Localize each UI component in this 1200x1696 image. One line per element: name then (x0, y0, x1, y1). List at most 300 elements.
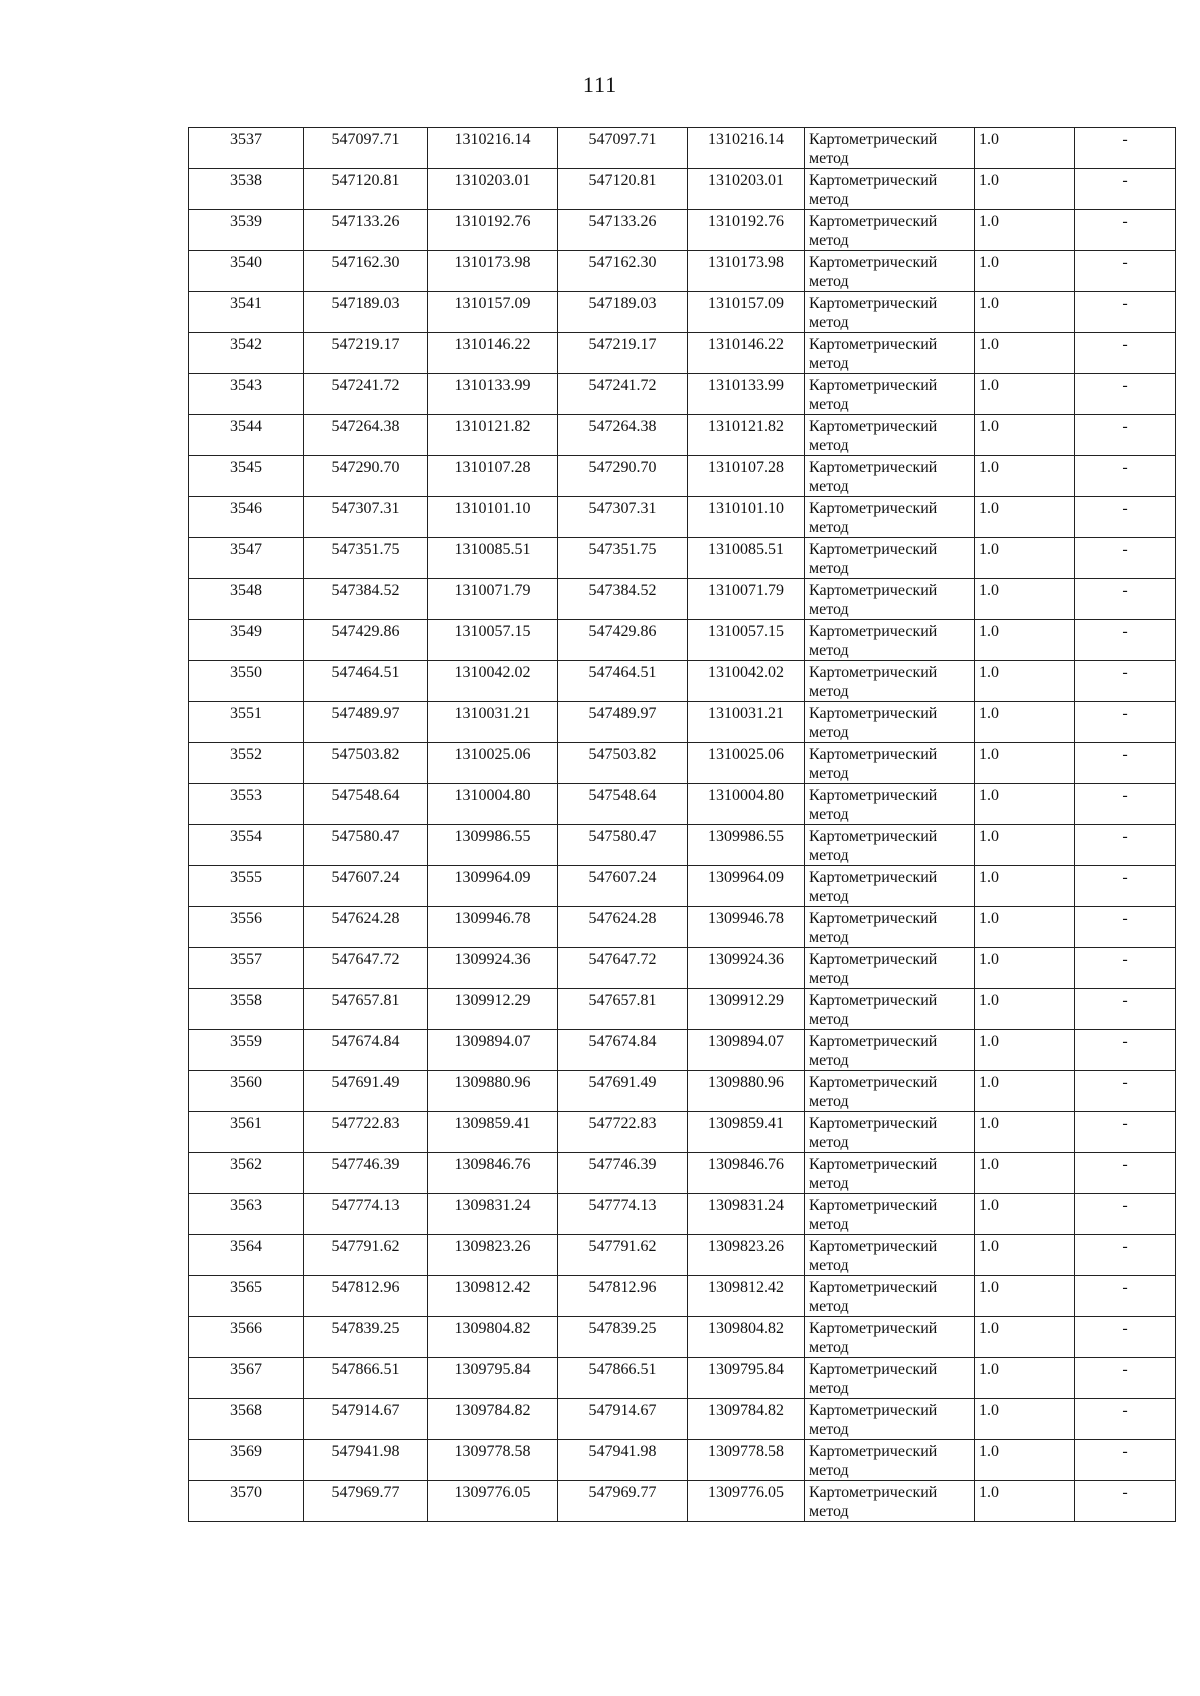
x-new-cell: 547722.83 (558, 1112, 688, 1153)
method-name-line2: метод (809, 1503, 849, 1520)
y-new-cell: 1310146.22 (688, 333, 805, 374)
x-new-cell: 547580.47 (558, 825, 688, 866)
note-cell: - (1075, 1112, 1176, 1153)
y-old-cell: 1309795.84 (428, 1358, 558, 1399)
y-new-cell: 1309846.76 (688, 1153, 805, 1194)
point-number-cell: 3547 (189, 538, 304, 579)
method-name-line2: метод (809, 1052, 849, 1069)
y-old-cell: 1309880.96 (428, 1071, 558, 1112)
table-row (189, 948, 1176, 989)
table-row (189, 1194, 1176, 1235)
method-name-line2: метод (809, 1216, 849, 1233)
method-name-line1: Картометрический (809, 1033, 938, 1050)
method-name-line1: Картометрический (809, 1320, 938, 1337)
note-cell: - (1075, 866, 1176, 907)
table-row (189, 210, 1176, 251)
method-name-line1: Картометрический (809, 1361, 938, 1378)
accuracy-cell: 1.0 (975, 1358, 1075, 1399)
method-cell (805, 1112, 975, 1153)
x-old-cell: 547691.49 (304, 1071, 428, 1112)
point-number-cell: 3563 (189, 1194, 304, 1235)
x-old-cell: 547624.28 (304, 907, 428, 948)
method-cell (805, 374, 975, 415)
y-new-cell: 1310042.02 (688, 661, 805, 702)
y-new-cell: 1310071.79 (688, 579, 805, 620)
y-new-cell: 1309795.84 (688, 1358, 805, 1399)
y-new-cell: 1309778.58 (688, 1440, 805, 1481)
table-row (189, 1440, 1176, 1481)
accuracy-cell: 1.0 (975, 1481, 1075, 1522)
note-cell: - (1075, 538, 1176, 579)
note-cell: - (1075, 169, 1176, 210)
method-name-line2: метод (809, 1298, 849, 1315)
note-cell: - (1075, 128, 1176, 169)
accuracy-cell: 1.0 (975, 333, 1075, 374)
x-old-cell: 547722.83 (304, 1112, 428, 1153)
method-cell (805, 1030, 975, 1071)
accuracy-cell: 1.0 (975, 1235, 1075, 1276)
method-cell (805, 1440, 975, 1481)
method-name-line2: метод (809, 724, 849, 741)
y-old-cell: 1310042.02 (428, 661, 558, 702)
point-number-cell: 3560 (189, 1071, 304, 1112)
x-old-cell: 547941.98 (304, 1440, 428, 1481)
method-name-line1: Картометрический (809, 295, 938, 312)
accuracy-cell: 1.0 (975, 1399, 1075, 1440)
accuracy-cell: 1.0 (975, 1440, 1075, 1481)
point-number-cell: 3553 (189, 784, 304, 825)
y-new-cell: 1310004.80 (688, 784, 805, 825)
point-number-cell: 3540 (189, 251, 304, 292)
method-cell (805, 1071, 975, 1112)
method-name-line2: метод (809, 560, 849, 577)
y-new-cell: 1309894.07 (688, 1030, 805, 1071)
x-old-cell: 547120.81 (304, 169, 428, 210)
accuracy-cell: 1.0 (975, 702, 1075, 743)
point-number-cell: 3548 (189, 579, 304, 620)
y-new-cell: 1309880.96 (688, 1071, 805, 1112)
x-old-cell: 547866.51 (304, 1358, 428, 1399)
method-cell (805, 456, 975, 497)
method-cell (805, 1399, 975, 1440)
note-cell: - (1075, 1358, 1176, 1399)
y-old-cell: 1309804.82 (428, 1317, 558, 1358)
coordinates-table (188, 127, 1176, 1522)
x-old-cell: 547290.70 (304, 456, 428, 497)
table-row (189, 1358, 1176, 1399)
method-name-line1: Картометрический (809, 541, 938, 558)
method-name-line2: метод (809, 273, 849, 290)
method-name-line2: метод (809, 970, 849, 987)
point-number-cell: 3550 (189, 661, 304, 702)
method-cell (805, 292, 975, 333)
table-row (189, 1399, 1176, 1440)
accuracy-cell: 1.0 (975, 210, 1075, 251)
method-name-line1: Картометрический (809, 787, 938, 804)
method-cell (805, 169, 975, 210)
y-new-cell: 1309986.55 (688, 825, 805, 866)
accuracy-cell: 1.0 (975, 169, 1075, 210)
method-cell (805, 415, 975, 456)
method-name-line2: метод (809, 437, 849, 454)
table-row (189, 1276, 1176, 1317)
method-name-line2: метод (809, 1175, 849, 1192)
method-cell (805, 128, 975, 169)
method-cell (805, 1235, 975, 1276)
y-old-cell: 1310057.15 (428, 620, 558, 661)
y-old-cell: 1310004.80 (428, 784, 558, 825)
method-cell (805, 702, 975, 743)
note-cell: - (1075, 210, 1176, 251)
method-name-line2: метод (809, 1093, 849, 1110)
table-row (189, 661, 1176, 702)
x-new-cell: 547162.30 (558, 251, 688, 292)
x-new-cell: 547489.97 (558, 702, 688, 743)
x-old-cell: 547489.97 (304, 702, 428, 743)
method-cell (805, 1276, 975, 1317)
method-name-line2: метод (809, 1011, 849, 1028)
accuracy-cell: 1.0 (975, 251, 1075, 292)
x-new-cell: 547914.67 (558, 1399, 688, 1440)
x-old-cell: 547746.39 (304, 1153, 428, 1194)
accuracy-cell: 1.0 (975, 415, 1075, 456)
point-number-cell: 3539 (189, 210, 304, 251)
method-name-line2: метод (809, 888, 849, 905)
y-old-cell: 1309912.29 (428, 989, 558, 1030)
y-old-cell: 1310157.09 (428, 292, 558, 333)
method-name-line1: Картометрический (809, 992, 938, 1009)
method-name-line1: Картометрический (809, 869, 938, 886)
y-old-cell: 1310121.82 (428, 415, 558, 456)
point-number-cell: 3562 (189, 1153, 304, 1194)
table-row (189, 784, 1176, 825)
point-number-cell: 3568 (189, 1399, 304, 1440)
table-row (189, 907, 1176, 948)
x-old-cell: 547607.24 (304, 866, 428, 907)
point-number-cell: 3542 (189, 333, 304, 374)
note-cell: - (1075, 948, 1176, 989)
point-number-cell: 3552 (189, 743, 304, 784)
point-number-cell: 3564 (189, 1235, 304, 1276)
y-new-cell: 1310101.10 (688, 497, 805, 538)
method-cell (805, 1194, 975, 1235)
accuracy-cell: 1.0 (975, 661, 1075, 702)
accuracy-cell: 1.0 (975, 620, 1075, 661)
x-old-cell: 547657.81 (304, 989, 428, 1030)
table-row (189, 374, 1176, 415)
method-name-line1: Картометрический (809, 1115, 938, 1132)
method-name-line1: Картометрический (809, 623, 938, 640)
y-new-cell: 1309946.78 (688, 907, 805, 948)
method-name-line2: метод (809, 765, 849, 782)
y-old-cell: 1310107.28 (428, 456, 558, 497)
note-cell: - (1075, 1194, 1176, 1235)
note-cell: - (1075, 1440, 1176, 1481)
table-row (189, 128, 1176, 169)
method-cell (805, 743, 975, 784)
note-cell: - (1075, 743, 1176, 784)
x-old-cell: 547969.77 (304, 1481, 428, 1522)
y-old-cell: 1310146.22 (428, 333, 558, 374)
point-number-cell: 3554 (189, 825, 304, 866)
table-row (189, 1235, 1176, 1276)
y-new-cell: 1310192.76 (688, 210, 805, 251)
y-old-cell: 1309831.24 (428, 1194, 558, 1235)
y-new-cell: 1310121.82 (688, 415, 805, 456)
y-old-cell: 1310101.10 (428, 497, 558, 538)
table-row (189, 579, 1176, 620)
point-number-cell: 3565 (189, 1276, 304, 1317)
table-row (189, 415, 1176, 456)
x-new-cell: 547264.38 (558, 415, 688, 456)
x-old-cell: 547133.26 (304, 210, 428, 251)
accuracy-cell: 1.0 (975, 497, 1075, 538)
point-number-cell: 3546 (189, 497, 304, 538)
y-new-cell: 1309964.09 (688, 866, 805, 907)
table-row (189, 1317, 1176, 1358)
x-new-cell: 547941.98 (558, 1440, 688, 1481)
point-number-cell: 3549 (189, 620, 304, 661)
x-new-cell: 547866.51 (558, 1358, 688, 1399)
y-old-cell: 1310133.99 (428, 374, 558, 415)
x-new-cell: 547120.81 (558, 169, 688, 210)
method-cell (805, 210, 975, 251)
y-old-cell: 1309778.58 (428, 1440, 558, 1481)
x-new-cell: 547969.77 (558, 1481, 688, 1522)
x-new-cell: 547351.75 (558, 538, 688, 579)
point-number-cell: 3545 (189, 456, 304, 497)
x-old-cell: 547791.62 (304, 1235, 428, 1276)
point-number-cell: 3543 (189, 374, 304, 415)
method-name-line1: Картометрический (809, 213, 938, 230)
x-new-cell: 547241.72 (558, 374, 688, 415)
method-cell (805, 1358, 975, 1399)
y-new-cell: 1310107.28 (688, 456, 805, 497)
method-name-line1: Картометрический (809, 336, 938, 353)
point-number-cell: 3556 (189, 907, 304, 948)
method-cell (805, 251, 975, 292)
y-old-cell: 1310085.51 (428, 538, 558, 579)
y-old-cell: 1309776.05 (428, 1481, 558, 1522)
note-cell: - (1075, 825, 1176, 866)
y-new-cell: 1310133.99 (688, 374, 805, 415)
accuracy-cell: 1.0 (975, 948, 1075, 989)
y-new-cell: 1309924.36 (688, 948, 805, 989)
x-new-cell: 547290.70 (558, 456, 688, 497)
note-cell: - (1075, 784, 1176, 825)
x-old-cell: 547839.25 (304, 1317, 428, 1358)
accuracy-cell: 1.0 (975, 1276, 1075, 1317)
method-name-line2: метод (809, 478, 849, 495)
method-cell (805, 579, 975, 620)
table-row (189, 620, 1176, 661)
x-old-cell: 547548.64 (304, 784, 428, 825)
point-number-cell: 3537 (189, 128, 304, 169)
point-number-cell: 3538 (189, 169, 304, 210)
x-old-cell: 547429.86 (304, 620, 428, 661)
x-new-cell: 547097.71 (558, 128, 688, 169)
x-old-cell: 547097.71 (304, 128, 428, 169)
y-old-cell: 1310025.06 (428, 743, 558, 784)
table-row (189, 743, 1176, 784)
accuracy-cell: 1.0 (975, 1153, 1075, 1194)
method-name-line1: Картометрический (809, 1484, 938, 1501)
table-row (189, 169, 1176, 210)
y-old-cell: 1309964.09 (428, 866, 558, 907)
x-old-cell: 547464.51 (304, 661, 428, 702)
point-number-cell: 3557 (189, 948, 304, 989)
table-row (189, 538, 1176, 579)
method-name-line2: метод (809, 191, 849, 208)
method-cell (805, 907, 975, 948)
x-new-cell: 547791.62 (558, 1235, 688, 1276)
method-name-line2: метод (809, 314, 849, 331)
accuracy-cell: 1.0 (975, 1030, 1075, 1071)
y-new-cell: 1309831.24 (688, 1194, 805, 1235)
note-cell: - (1075, 1317, 1176, 1358)
method-name-line1: Картометрический (809, 705, 938, 722)
method-name-line1: Картометрический (809, 1402, 938, 1419)
table-row (189, 333, 1176, 374)
y-old-cell: 1309812.42 (428, 1276, 558, 1317)
x-new-cell: 547746.39 (558, 1153, 688, 1194)
method-name-line2: метод (809, 806, 849, 823)
method-name-line2: метод (809, 1462, 849, 1479)
y-new-cell: 1309804.82 (688, 1317, 805, 1358)
y-new-cell: 1310157.09 (688, 292, 805, 333)
table-row (189, 702, 1176, 743)
note-cell: - (1075, 1276, 1176, 1317)
x-old-cell: 547914.67 (304, 1399, 428, 1440)
x-old-cell: 547384.52 (304, 579, 428, 620)
x-new-cell: 547548.64 (558, 784, 688, 825)
point-number-cell: 3555 (189, 866, 304, 907)
x-new-cell: 547647.72 (558, 948, 688, 989)
x-new-cell: 547674.84 (558, 1030, 688, 1071)
method-name-line1: Картометрический (809, 1443, 938, 1460)
x-new-cell: 547219.17 (558, 333, 688, 374)
method-name-line1: Картометрический (809, 1279, 938, 1296)
method-cell (805, 333, 975, 374)
point-number-cell: 3551 (189, 702, 304, 743)
table-row (189, 825, 1176, 866)
method-name-line1: Картометрический (809, 951, 938, 968)
method-name-line2: метод (809, 355, 849, 372)
note-cell: - (1075, 1235, 1176, 1276)
point-number-cell: 3567 (189, 1358, 304, 1399)
y-old-cell: 1310203.01 (428, 169, 558, 210)
y-old-cell: 1309894.07 (428, 1030, 558, 1071)
accuracy-cell: 1.0 (975, 292, 1075, 333)
table-row (189, 1071, 1176, 1112)
y-old-cell: 1309784.82 (428, 1399, 558, 1440)
x-new-cell: 547657.81 (558, 989, 688, 1030)
x-new-cell: 547691.49 (558, 1071, 688, 1112)
method-name-line2: метод (809, 396, 849, 413)
point-number-cell: 3570 (189, 1481, 304, 1522)
method-name-line1: Картометрический (809, 1238, 938, 1255)
accuracy-cell: 1.0 (975, 784, 1075, 825)
y-old-cell: 1309986.55 (428, 825, 558, 866)
method-name-line1: Картометрический (809, 459, 938, 476)
table-row (189, 866, 1176, 907)
method-name-line1: Картометрический (809, 172, 938, 189)
x-old-cell: 547241.72 (304, 374, 428, 415)
note-cell: - (1075, 702, 1176, 743)
y-old-cell: 1310192.76 (428, 210, 558, 251)
method-name-line2: метод (809, 232, 849, 249)
x-new-cell: 547133.26 (558, 210, 688, 251)
method-cell (805, 948, 975, 989)
x-new-cell: 547429.86 (558, 620, 688, 661)
x-old-cell: 547647.72 (304, 948, 428, 989)
method-name-line1: Картометрический (809, 828, 938, 845)
method-name-line1: Картометрический (809, 254, 938, 271)
point-number-cell: 3558 (189, 989, 304, 1030)
note-cell: - (1075, 251, 1176, 292)
note-cell: - (1075, 1481, 1176, 1522)
x-old-cell: 547264.38 (304, 415, 428, 456)
point-number-cell: 3559 (189, 1030, 304, 1071)
accuracy-cell: 1.0 (975, 907, 1075, 948)
point-number-cell: 3569 (189, 1440, 304, 1481)
y-old-cell: 1309859.41 (428, 1112, 558, 1153)
accuracy-cell: 1.0 (975, 1071, 1075, 1112)
point-number-cell: 3561 (189, 1112, 304, 1153)
method-cell (805, 1481, 975, 1522)
note-cell: - (1075, 1071, 1176, 1112)
y-new-cell: 1309784.82 (688, 1399, 805, 1440)
accuracy-cell: 1.0 (975, 866, 1075, 907)
method-name-line1: Картометрический (809, 746, 938, 763)
y-new-cell: 1309823.26 (688, 1235, 805, 1276)
x-new-cell: 547189.03 (558, 292, 688, 333)
y-new-cell: 1309859.41 (688, 1112, 805, 1153)
method-name-line1: Картометрический (809, 500, 938, 517)
note-cell: - (1075, 1399, 1176, 1440)
point-number-cell: 3566 (189, 1317, 304, 1358)
y-old-cell: 1309823.26 (428, 1235, 558, 1276)
method-cell (805, 989, 975, 1030)
method-cell (805, 1153, 975, 1194)
x-old-cell: 547812.96 (304, 1276, 428, 1317)
method-name-line2: метод (809, 1134, 849, 1151)
y-old-cell: 1310031.21 (428, 702, 558, 743)
y-old-cell: 1310216.14 (428, 128, 558, 169)
table-row (189, 1153, 1176, 1194)
accuracy-cell: 1.0 (975, 1317, 1075, 1358)
note-cell: - (1075, 333, 1176, 374)
x-old-cell: 547674.84 (304, 1030, 428, 1071)
method-name-line1: Картометрический (809, 418, 938, 435)
method-cell (805, 538, 975, 579)
method-name-line2: метод (809, 519, 849, 536)
x-old-cell: 547774.13 (304, 1194, 428, 1235)
method-name-line1: Картометрический (809, 664, 938, 681)
y-new-cell: 1310025.06 (688, 743, 805, 784)
method-name-line2: метод (809, 1380, 849, 1397)
y-new-cell: 1309912.29 (688, 989, 805, 1030)
x-old-cell: 547503.82 (304, 743, 428, 784)
x-new-cell: 547839.25 (558, 1317, 688, 1358)
table-row (189, 497, 1176, 538)
x-new-cell: 547607.24 (558, 866, 688, 907)
method-cell (805, 620, 975, 661)
y-new-cell: 1310173.98 (688, 251, 805, 292)
x-old-cell: 547189.03 (304, 292, 428, 333)
page-number: 111 (582, 72, 618, 97)
x-new-cell: 547307.31 (558, 497, 688, 538)
